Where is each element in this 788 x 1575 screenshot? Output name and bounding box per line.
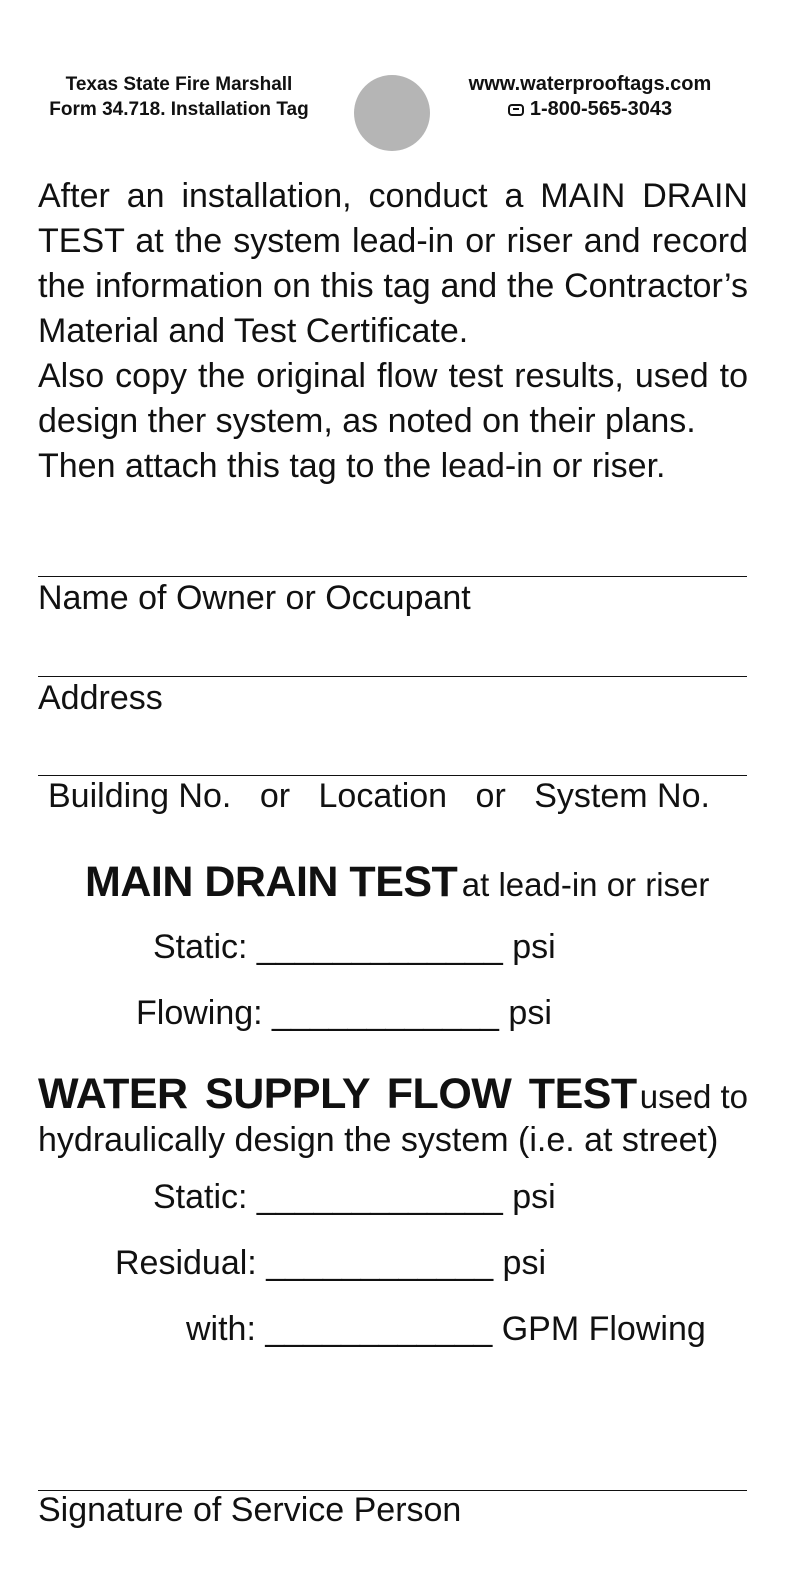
form-number: Form 34.718. Installation Tag: [49, 99, 309, 120]
system-label: System No.: [534, 777, 710, 815]
water-supply-subtitle-a: used to: [639, 1078, 748, 1115]
main-drain-static-field[interactable]: Static: _____________ psi: [153, 928, 556, 966]
location-label-row: [48, 776, 710, 816]
owner-label: Name of Owner or Occupant: [38, 579, 471, 617]
tag-header-right: [432, 72, 748, 122]
or-separator: or: [259, 777, 291, 815]
phone-line: [432, 97, 748, 122]
water-supply-static-field[interactable]: Static: _____________ psi: [153, 1178, 556, 1216]
owner-write-line[interactable]: [38, 576, 747, 577]
signature-label: Signature of Service Person: [38, 1491, 462, 1529]
intro-line-2: TEST at the system lead-in or riser and record: [38, 222, 748, 260]
phone-icon: [508, 104, 524, 116]
phone-number: 1-800-565-3043: [529, 98, 673, 120]
main-drain-flowing-field[interactable]: Flowing: ____________ psi: [136, 994, 552, 1032]
or-separator: or: [475, 777, 506, 815]
intro-line-7: Then attach this tag to the lead-in or riser.: [38, 447, 666, 485]
intro-line-5: Also copy the original flow test results, used to: [38, 357, 748, 395]
water-supply-residual-field[interactable]: Residual: ____________ psi: [115, 1244, 547, 1282]
water-supply-heading: [38, 1070, 748, 1121]
intro-line-1: After an installation, conduct a MAIN DRAIN: [38, 177, 748, 215]
main-drain-subtitle: at lead-in or riser: [461, 866, 710, 903]
agency-name: Texas State Fire Marshall: [65, 74, 293, 95]
main-drain-heading: [85, 858, 709, 916]
website-link[interactable]: www.waterprooftags.com: [468, 73, 712, 95]
address-label: Address: [38, 679, 163, 717]
water-supply-subtitle-b: hydraulically design the system (i.e. at street): [38, 1121, 719, 1159]
intro-line-3: the information on this tag and the Contractor’s: [38, 267, 748, 305]
water-supply-gpm-field[interactable]: with: ____________ GPM Flowing: [186, 1310, 706, 1348]
tag-punch-hole: [354, 75, 430, 151]
intro-line-6: design ther system, as noted on their plans.: [38, 402, 696, 440]
main-drain-title: MAIN DRAIN TEST: [85, 858, 458, 906]
building-label: Building No.: [48, 777, 232, 815]
water-supply-title: WATER SUPPLY FLOW TEST: [38, 1070, 637, 1118]
location-label: Location: [318, 777, 448, 815]
intro-line-4: Material and Test Certificate.: [38, 312, 469, 350]
address-write-line[interactable]: [38, 676, 747, 677]
tag-header-left: [38, 72, 320, 122]
instructions: [38, 174, 748, 489]
